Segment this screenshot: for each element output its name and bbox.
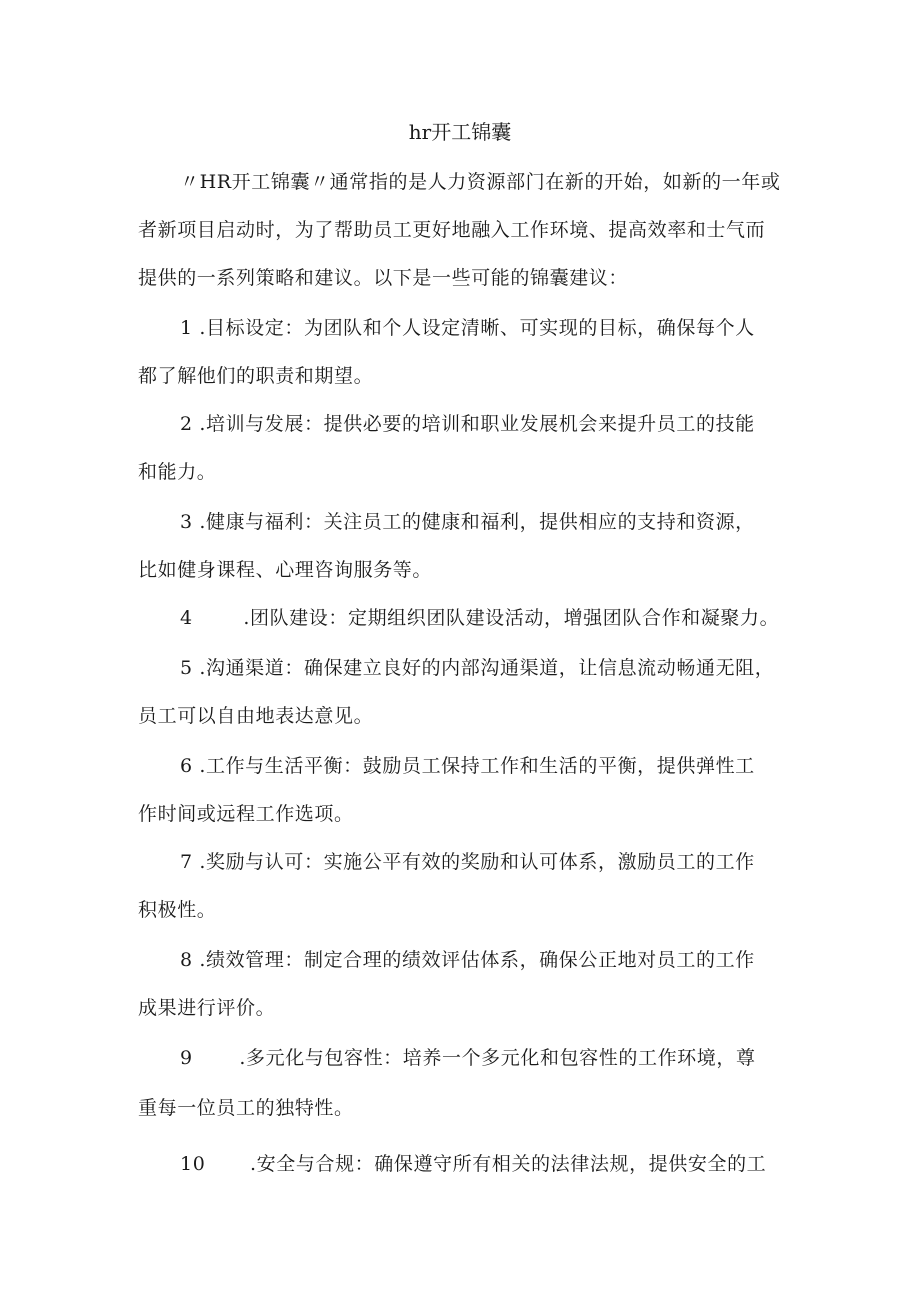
intro-line-1: 〃HR开工锦囊〃通常指的是人力资源部门在新的开始，如新的一年或 [180, 171, 781, 193]
list-item-number: 10 [180, 1153, 206, 1175]
list-item-1 [180, 314, 755, 342]
list-item-number: 4 [180, 607, 193, 629]
list-item-2 [180, 410, 755, 438]
list-item-6 [180, 752, 755, 780]
list-item-3 [180, 508, 755, 536]
list-item-number: 8 [180, 949, 193, 971]
list-item-8-continued: 成果进行评价。 [138, 997, 276, 1019]
list-item-text: .绩效管理：制定合理的绩效评估体系，确保公正地对员工的工作 [199, 949, 755, 971]
list-item-text: .多元化与包容性：培养一个多元化和包容性的工作环境，尊 [239, 1047, 756, 1069]
list-item-8 [180, 946, 755, 974]
list-item-number: 5 [180, 657, 193, 679]
list-item-text: .工作与生活平衡：鼓励员工保持工作和生活的平衡，提供弹性工 [199, 755, 755, 777]
list-item-7-continued: 积极性。 [138, 899, 217, 921]
list-item-10 [180, 1150, 766, 1178]
list-item-number: 9 [180, 1047, 193, 1069]
list-item-3-continued: 比如健身课程、心理咨询服务等。 [138, 559, 433, 581]
intro-line-3: 提供的一系列策略和建议。以下是一些可能的锦囊建议： [138, 267, 629, 289]
list-item-5-continued: 员工可以自由地表达意见。 [138, 705, 374, 727]
list-item-text: .沟通渠道：确保建立良好的内部沟通渠道，让信息流动畅通无阻， [199, 657, 775, 679]
list-item-text: .健康与福利：关注员工的健康和福利，提供相应的支持和资源， [199, 511, 755, 533]
document-title: hr开工锦囊 [408, 120, 512, 144]
list-item-text: .目标设定：为团队和个人设定清晰、可实现的目标，确保每个人 [199, 317, 755, 339]
list-item-text: .团队建设：定期组织团队建设活动，增强团队合作和凝聚力。 [243, 607, 780, 629]
list-item-text: .安全与合规：确保遵守所有相关的法律法规，提供安全的工 [250, 1153, 767, 1175]
list-item-2-continued: 和能力。 [138, 461, 217, 483]
list-item-6-continued: 作时间或远程工作选项。 [138, 803, 354, 825]
intro-line-2: 者新项目启动时，为了帮助员工更好地融入工作环境、提高效率和士气而 [138, 219, 766, 241]
list-item-9-continued: 重每一位员工的独特性。 [138, 1097, 354, 1119]
list-item-9 [180, 1044, 756, 1072]
list-item-number: 6 [180, 755, 193, 777]
list-item-number: 7 [180, 851, 193, 873]
list-item-1-continued: 都了解他们的职责和期望。 [138, 365, 374, 387]
list-item-text: .培训与发展：提供必要的培训和职业发展机会来提升员工的技能 [199, 413, 755, 435]
list-item-7 [180, 848, 755, 876]
list-item-text: .奖励与认可：实施公平有效的奖励和认可体系，激励员工的工作 [199, 851, 755, 873]
list-item-5 [180, 654, 774, 682]
list-item-number: 1 [180, 317, 193, 339]
list-item-number: 3 [180, 511, 193, 533]
list-item-4 [180, 604, 779, 632]
list-item-number: 2 [180, 413, 193, 435]
